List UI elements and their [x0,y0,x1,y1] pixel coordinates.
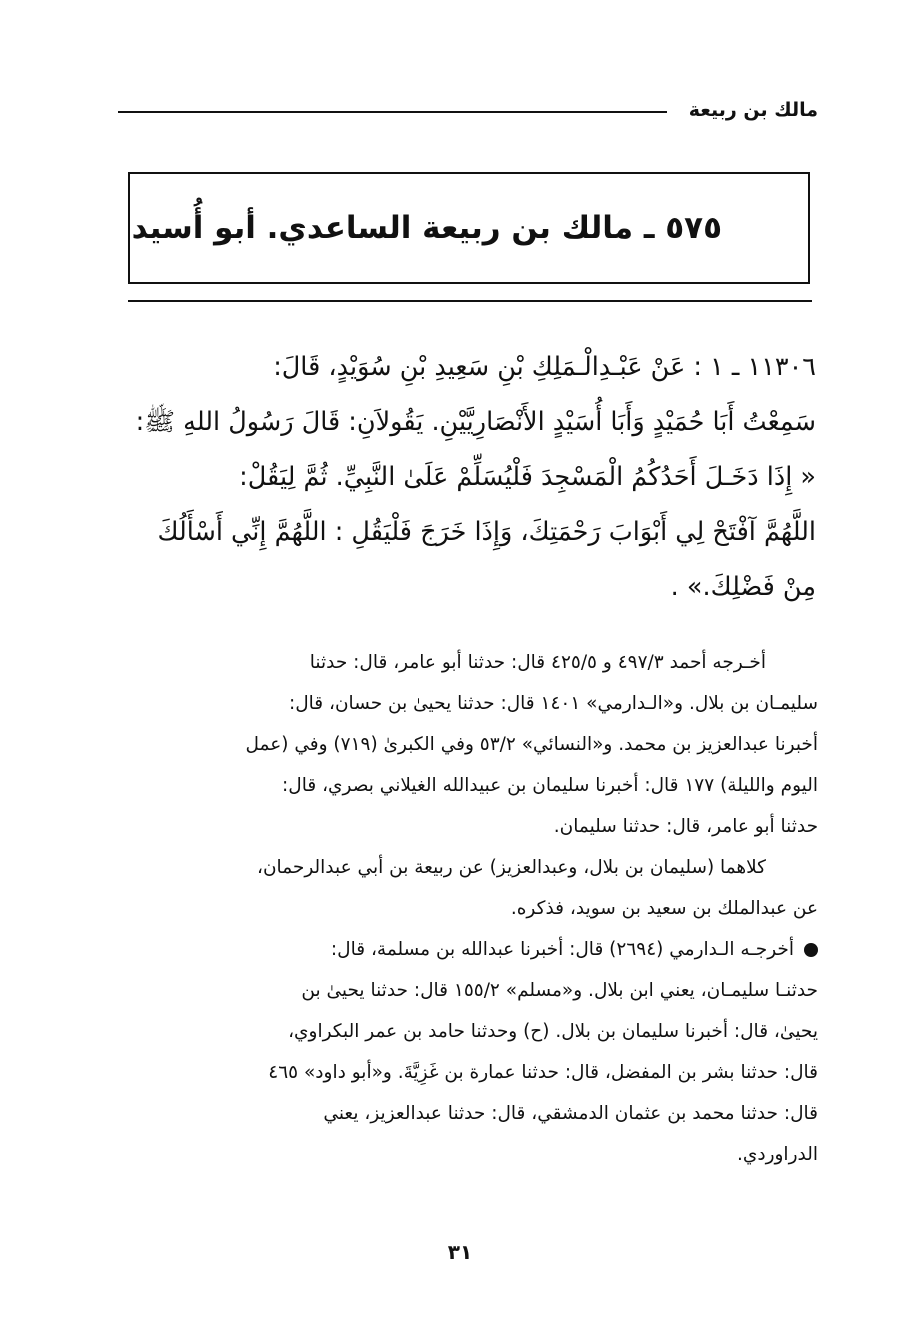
title-divider [128,300,812,302]
running-title: مالك بن ربيعة [688,99,818,121]
commentary [128,642,818,1175]
commentary-line: اليوم والليلة) ١٧٧ قال: أخبرنا سليمان بن عبيدالله الغيلاني بصري، قال: [282,775,818,796]
commentary-paragraph-2 [128,847,818,929]
commentary-line-bulleted [128,929,818,970]
header-rule [118,111,667,113]
commentary-paragraph-1 [128,642,818,847]
hadith-text [128,340,816,615]
commentary-line: سليمـان بن بلال. و«الـدارمي» ١٤٠١ قال: حدثنا يحيىٰ بن حسان، قال: [288,693,818,714]
running-header [118,92,818,128]
commentary-line: كلاهما (سليمان بن بلال، وعبدالعزيز) عن ربيعة بن أبي عبدالرحمان، [257,857,766,878]
commentary-line: عن عبدالملك بن سعيد بن سويد، فذكره. [510,898,818,919]
bullet-icon [804,943,818,957]
commentary-paragraph-3 [128,929,818,1175]
commentary-line: قال: حدثنا محمد بن عثمان الدمشقي، قال: حدثنا عبدالعزيز، يعني [323,1103,818,1124]
hadith-line: اللَّهُمَّ آفْتَحْ لِي أَبْوَابَ رَحْمَتِكَ، وَإِذَا خَرَجَ فَلْيَقُلِ : اللَّهُمَّ إِنِّي أَسْأَلُكَ [157,517,816,547]
page-number: ٣١ [447,1240,473,1264]
commentary-line: أخـرجه أحمد ٤٩٧/٣ و ٤٢٥/٥ قال: حدثنا أبو عامر، قال: حدثنا [309,652,766,673]
hadith-line: ١١٣٠٦ ـ ١ : عَنْ عَبْـدِالْـمَلِكِ بْنِ سَعِيدِ بْنِ سُوَيْدٍ، قَالَ: [273,352,816,382]
commentary-line: حدثنا أبو عامر، قال: حدثنا سليمان. [553,816,818,837]
hadith-line: « إِذَا دَخَـلَ أَحَدُكُمُ الْمَسْجِدَ فَلْيُسَلِّمْ عَلَىٰ النَّبِيِّ. ثُمَّ لِيَقُلْ: [239,462,816,492]
commentary-line: حدثنـا سليمـان، يعني ابن بلال. و«مسلم» ١٥٥/٢ قال: حدثنا يحيىٰ بن [301,980,818,1001]
commentary-line: قال: حدثنا بشر بن المفضل، قال: حدثنا عمارة بن غَزِيَّةَ. و«أبو داود» ٤٦٥ [268,1062,818,1083]
entry-title: ٥٧٥ ـ مالك بن ربيعة الساعدي. أبو أُسيد [131,210,722,246]
hadith-line: سَمِعْتُ أَبَا حُمَيْدٍ وَأَبَا أُسَيْدٍ الأَنْصَارِيَّيْنِ. يَقُولاَنِ: قَالَ رَسُولُ اللهِ ﷺ: [135,407,816,437]
commentary-line: الدراوردي. [736,1144,818,1165]
commentary-line: أخبرنا عبدالعزيز بن محمد. و«النسائي» ٥٣/٢ وفي الكبرىٰ (٧١٩) وفي (عمل [245,734,818,755]
commentary-line-text: أخرجـه الـدارمي (٢٦٩٤) قال: أخبرنا عبدالله بن مسلمة، قال: [330,939,794,960]
entry-title-box [128,172,810,284]
commentary-line: يحيىٰ، قال: أخبرنا سليمان بن بلال. (ح) وحدثنا حامد بن عمر البكراوي، [288,1021,818,1042]
hadith-line: مِنْ فَضْلِكَ.» . [670,572,816,602]
